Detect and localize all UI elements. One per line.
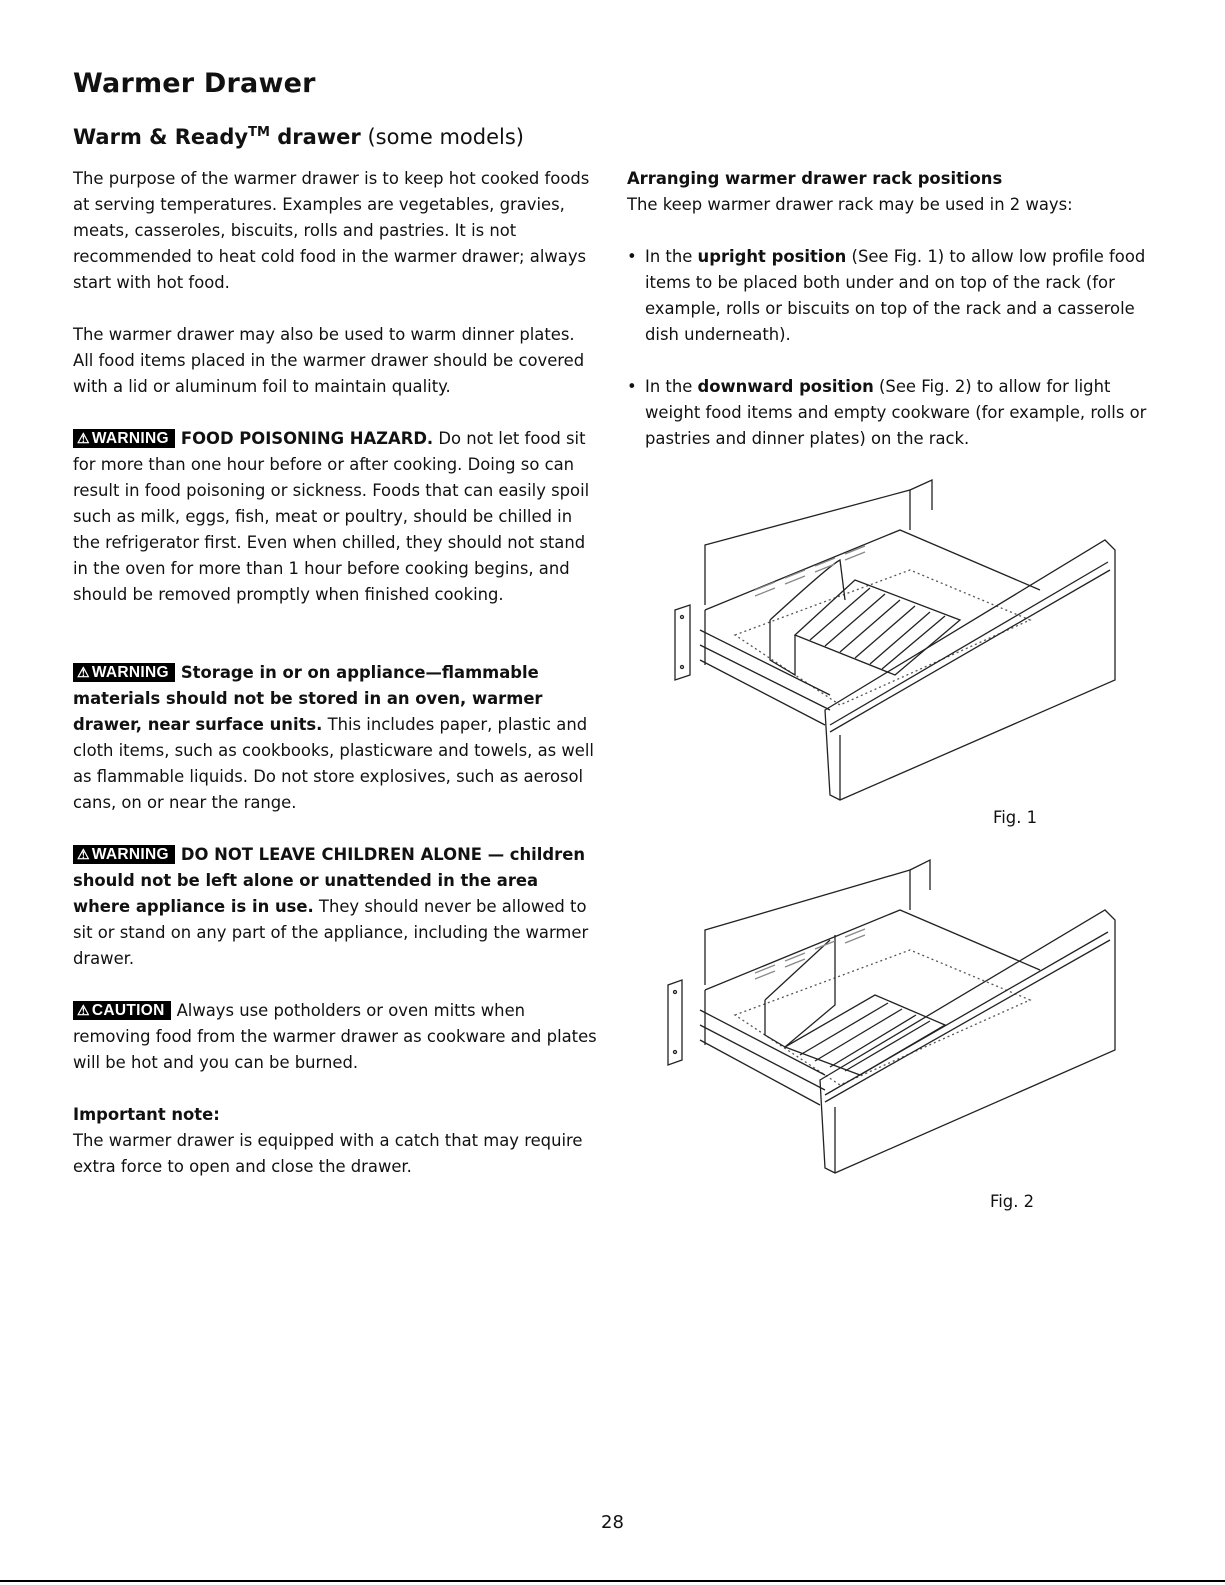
warning-triangle-icon: ⚠ bbox=[77, 664, 90, 680]
warning-badge: ⚠ WARNING bbox=[73, 429, 175, 448]
caution-triangle-icon: ⚠ bbox=[77, 1002, 90, 1018]
rack-positions-list bbox=[627, 244, 1157, 452]
figure-1-label: Fig. 1 bbox=[993, 808, 1038, 827]
warning-heading: DO NOT LEAVE CHILDREN ALONE — children should not be left alone or unattended in the area where appliance is in use. bbox=[73, 845, 586, 916]
warning-badge: ⚠ WARNING bbox=[73, 845, 175, 864]
warning-children bbox=[73, 842, 598, 972]
list-item-upright: • In the upright position (See Fig. 1) to allow low profile food items to be placed both under and on top of the rack (for example, rolls or biscuits on top of the rack and a casserole dish underneath). bbox=[627, 244, 1157, 348]
figure-1-drawer-upright-rack bbox=[660, 470, 1130, 815]
warning-triangle-icon: ⚠ bbox=[77, 430, 90, 446]
section-title-bold2: drawer bbox=[269, 125, 361, 149]
page-title: Warmer Drawer bbox=[73, 68, 316, 99]
warning-food-poisoning bbox=[73, 426, 598, 608]
warning-text: They should never be allowed to sit or stand on any part of the appliance, including the warmer drawer. bbox=[73, 897, 589, 968]
section-title-bold: Warm & Ready bbox=[73, 125, 249, 149]
trademark-mark: TM bbox=[248, 125, 270, 140]
important-note-heading: Important note: bbox=[73, 1105, 220, 1124]
warning-badge: ⚠ WARNING bbox=[73, 663, 175, 682]
caution-potholders bbox=[73, 998, 598, 1076]
rack-positions-heading: Arranging warmer drawer rack positions bbox=[627, 169, 1003, 188]
list-item-downward: • In the downward position (See Fig. 2) to allow for light weight food items and empty cookware (for example, rolls or pastries and dinner plates) on the rack. bbox=[627, 374, 1157, 452]
bottom-rule bbox=[0, 1580, 1225, 1582]
caution-badge: ⚠ CAUTION bbox=[73, 1001, 171, 1020]
page-number: 28 bbox=[601, 1512, 624, 1533]
warning-heading: FOOD POISONING HAZARD. bbox=[180, 429, 434, 448]
important-note-text: The warmer drawer is equipped with a catch that may require extra force to open and close the drawer. bbox=[73, 1131, 583, 1176]
figure-2-drawer-downward-rack bbox=[660, 855, 1130, 1185]
warning-triangle-icon: ⚠ bbox=[77, 846, 90, 862]
right-column bbox=[627, 166, 1157, 452]
warning-text: This includes paper, plastic and cloth items, such as cookbooks, plasticware and towels, as well as flammable liquids. Do not store explosives, such as aerosol cans, on or near the range. bbox=[73, 715, 594, 812]
warning-storage bbox=[73, 660, 598, 816]
intro-paragraph-2: The warmer drawer may also be used to warm dinner plates. All food items placed in the warmer drawer should be covered with a lid or aluminum foil to maintain quality. bbox=[73, 325, 585, 396]
warning-text: Do not let food sit for more than one hour before or after cooking. Doing so can result in food poisoning or sickness. Foods that can easily spoil such as milk, eggs, fish, meat or poultry, should be chilled in the refrigerator first. Even when chilled, they should not stand in the oven for more than 1 hour before cooking begins, and should be removed promptly when finished cooking. bbox=[73, 429, 590, 604]
section-title bbox=[73, 125, 524, 149]
section-title-qualifier: (some models) bbox=[360, 125, 524, 149]
rack-positions-intro: The keep warmer drawer rack may be used in 2 ways: bbox=[627, 195, 1073, 214]
left-column bbox=[73, 166, 598, 1180]
figure-2-label: Fig. 2 bbox=[990, 1192, 1035, 1211]
warning-heading: Storage in or on appliance—flammable materials should not be stored in an oven, warmer drawer, near surface units. bbox=[73, 663, 543, 734]
intro-paragraph-1: The purpose of the warmer drawer is to keep hot cooked foods at serving temperatures. Examples are vegetables, gravies, meats, casseroles, biscuits, rolls and pastries. It is not recommended to heat cold food in the warmer drawer; always start with hot food. bbox=[73, 169, 590, 292]
caution-text: Always use potholders or oven mitts when removing food from the warmer drawer as cookware and plates will be hot and you can be burned. bbox=[73, 1001, 597, 1072]
